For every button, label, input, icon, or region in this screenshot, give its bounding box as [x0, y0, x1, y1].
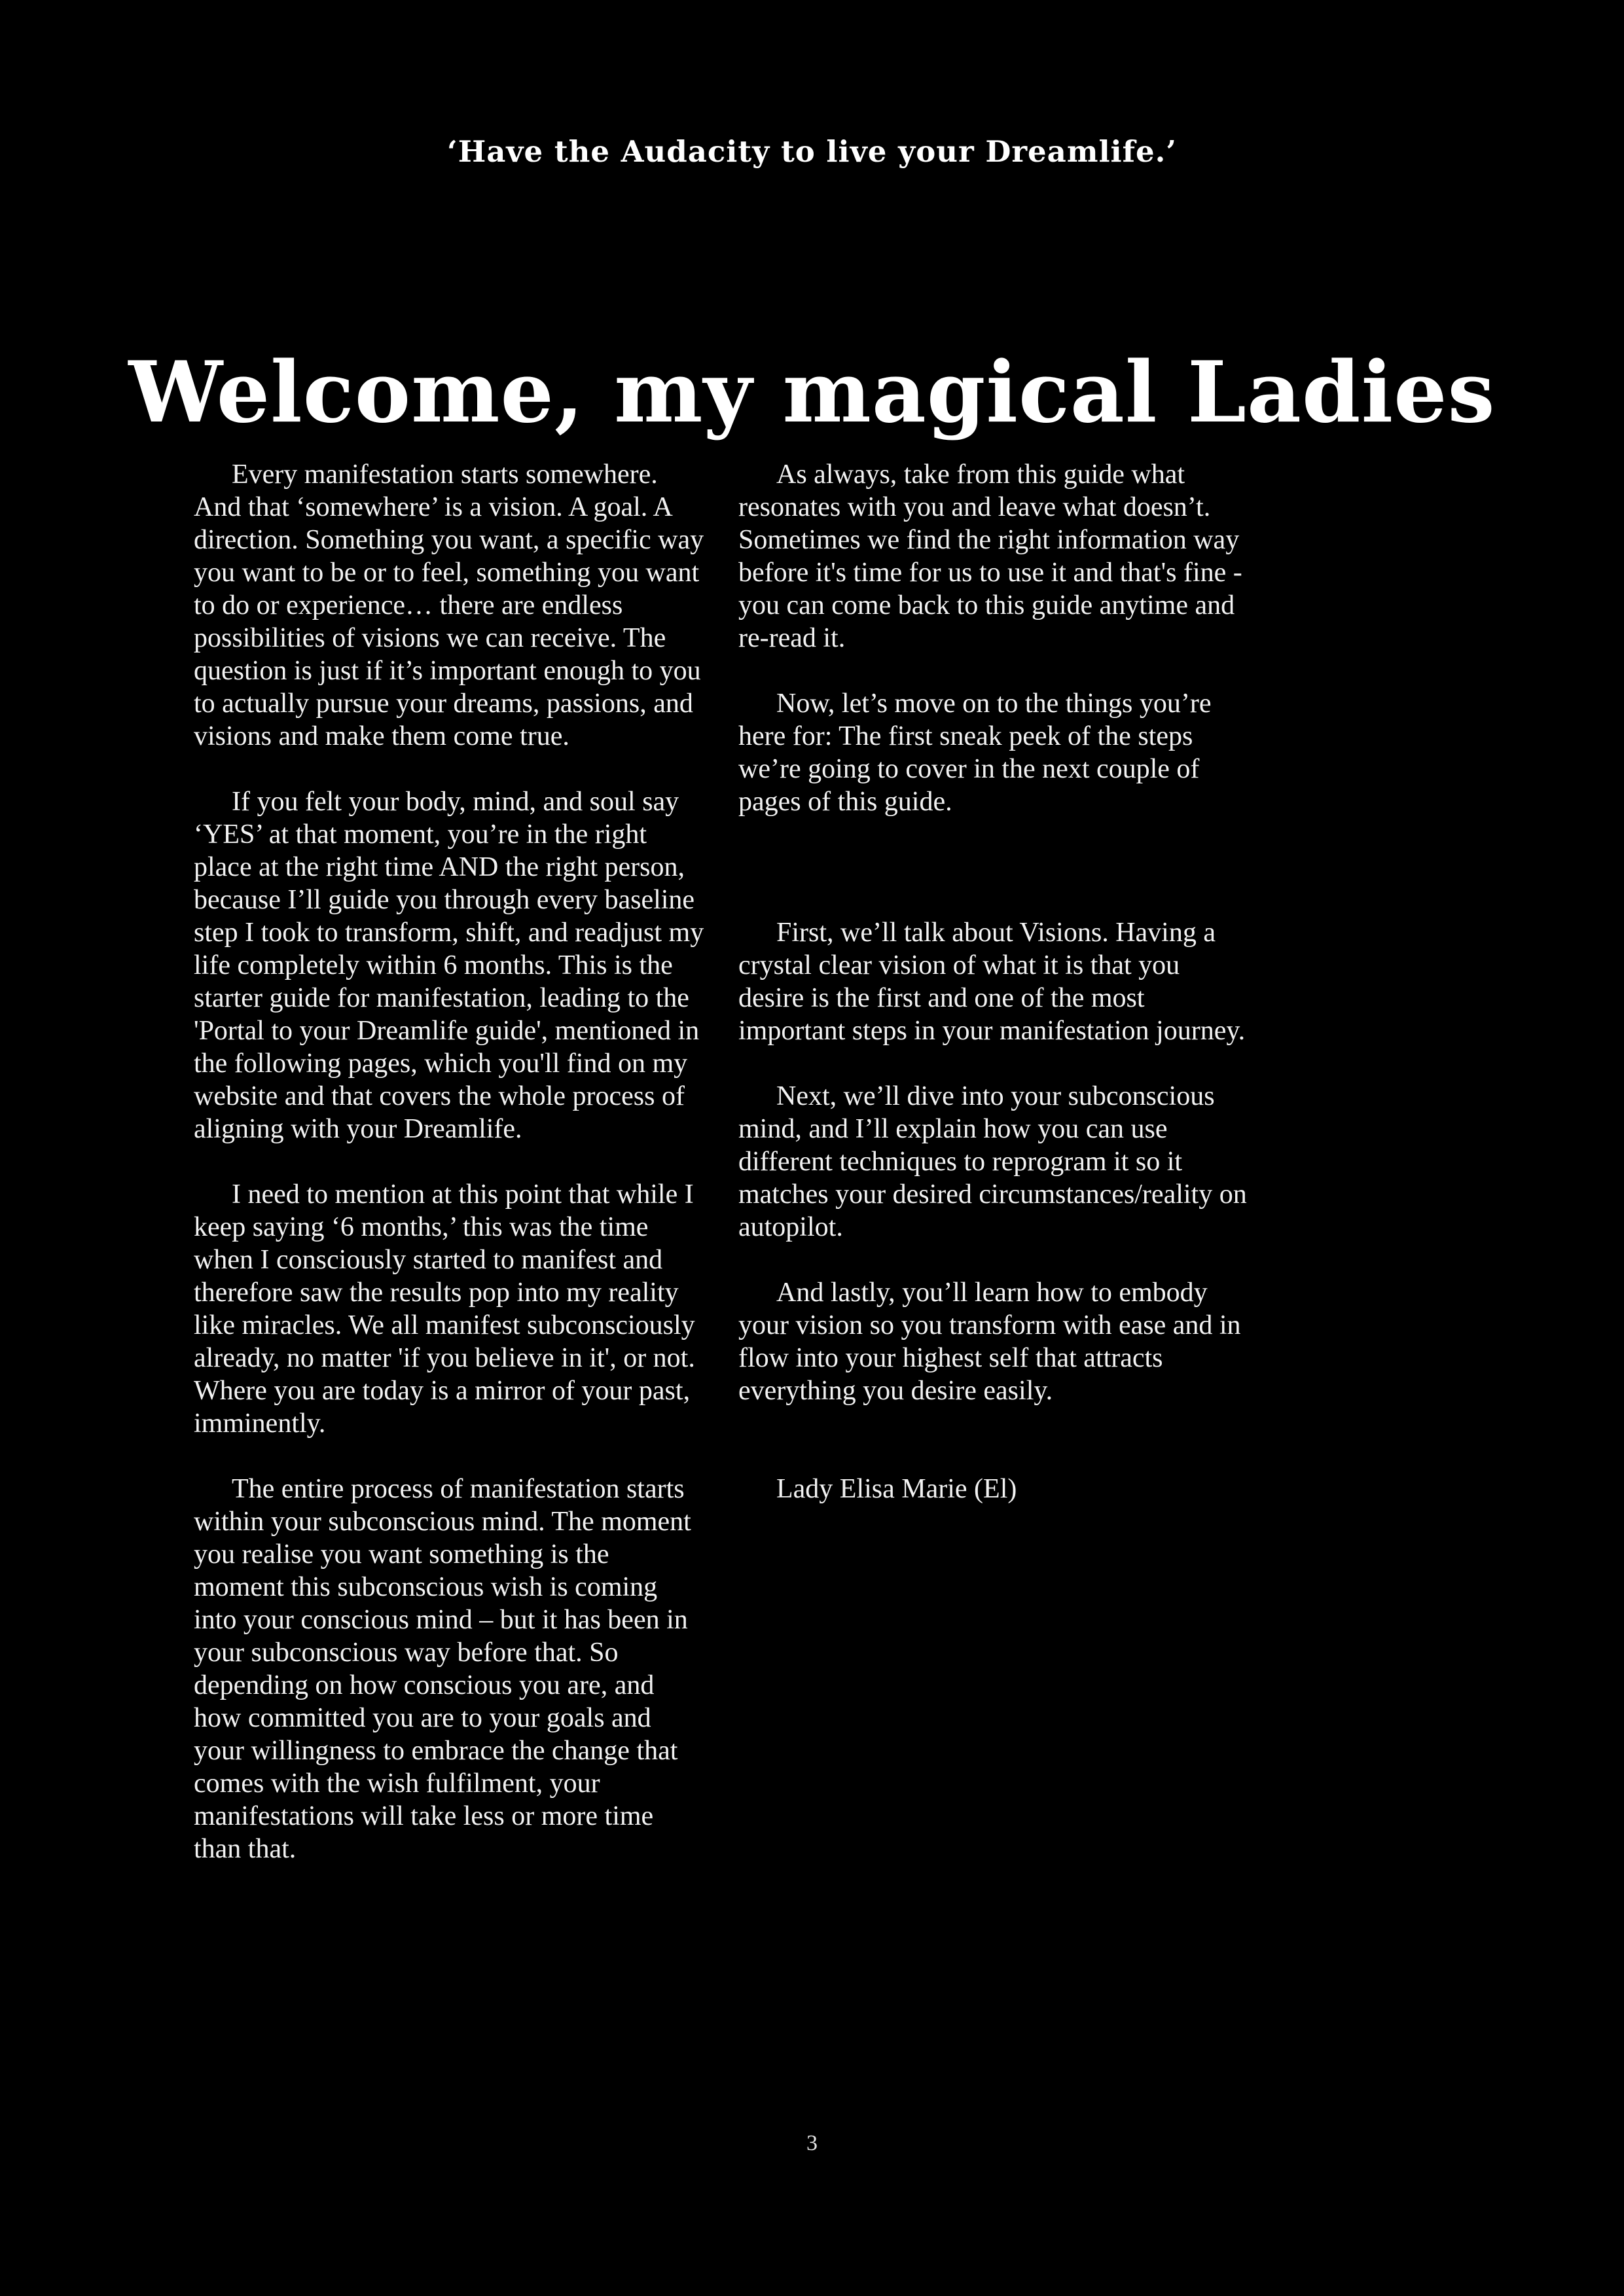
tagline-quote: ‘Have the Audacity to live your Dreamlife.’: [447, 134, 1177, 169]
paragraph-spacer: [194, 753, 704, 785]
page-number: 3: [806, 2131, 818, 2155]
left-paragraph-3: I need to mention at this point that while I keep saying ‘6 months,’ this was the time when I consciously started to manifest and therefore saw the results pop into my reality like miracles. We all manifest subconsciously already, no matter 'if you believe in it', or not. Where you are today is a mirror of your past, imminently.: [194, 1179, 695, 1439]
left-paragraph-4: The entire process of manifestation starts within your subconscious mind. The moment you realise you want something is the moment this subconscious wish is coming into your conscious mind – but it has been in your subconscious way before that. So depending on how conscious you are, and how committed you are to your goals and your willingness to embrace the change that comes with the wish fulfilment, your manifestations will take less or more time than that.: [194, 1474, 691, 1864]
paragraph-spacer: [738, 818, 1249, 916]
paragraph-spacer: [738, 1047, 1249, 1080]
author-signature: Lady Elisa Marie (El): [776, 1474, 1017, 1504]
left-text-column: [194, 458, 704, 1865]
paragraph-spacer: [194, 1440, 704, 1473]
page-title: Welcome, my magical Ladies: [128, 344, 1496, 442]
left-paragraph-1: Every manifestation starts somewhere. And that ‘somewhere’ is a vision. A goal. A direction. Something you want, a specific way you want to be or to feel, something you want to do or experience… there are endless possibilities of visions we can receive. The question is just if it’s important enough to you to actually pursue your dreams, passions, and visions and make them come true.: [194, 459, 704, 751]
right-paragraph-4: Next, we’ll dive into your subconscious mind, and I’ll explain how you can use different techniques to reprogram it so it matches your desired circumstances/reality on autopilot.: [738, 1081, 1247, 1242]
paragraph-spacer: [738, 1407, 1249, 1473]
left-paragraph-2: If you felt your body, mind, and soul say ‘YES’ at that moment, you’re in the right place at the right time AND the right person, because I’ll guide you through every baseline step I took to transform, shift, and readjust my life completely within 6 months. This is the starter guide for manifestation, leading to the 'Portal to your Dreamlife guide', mentioned in the following pages, which you'll find on my website and that covers the whole process of aligning with your Dreamlife.: [194, 787, 704, 1144]
right-paragraph-1: As always, take from this guide what resonates with you and leave what doesn’t. Sometimes we find the right information way before it's time for us to use it and that's fine - you can come back to this guide anytime and re-read it.: [738, 459, 1242, 653]
paragraph-spacer: [738, 655, 1249, 687]
right-paragraph-5: And lastly, you’ll learn how to embody your vision so you transform with ease and in flow into your highest self that attracts everything you desire easily.: [738, 1278, 1241, 1406]
paragraph-spacer: [194, 1145, 704, 1178]
right-paragraph-3: First, we’ll talk about Visions. Having a crystal clear vision of what it is that you desire is the first and one of the most important steps in your manifestation journey.: [738, 918, 1246, 1046]
right-text-column: [738, 458, 1249, 1505]
right-paragraph-2: Now, let’s move on to the things you’re here for: The first sneak peek of the steps we’re going to cover in the next couple of pages of this guide.: [738, 689, 1212, 817]
paragraph-spacer: [738, 1244, 1249, 1276]
